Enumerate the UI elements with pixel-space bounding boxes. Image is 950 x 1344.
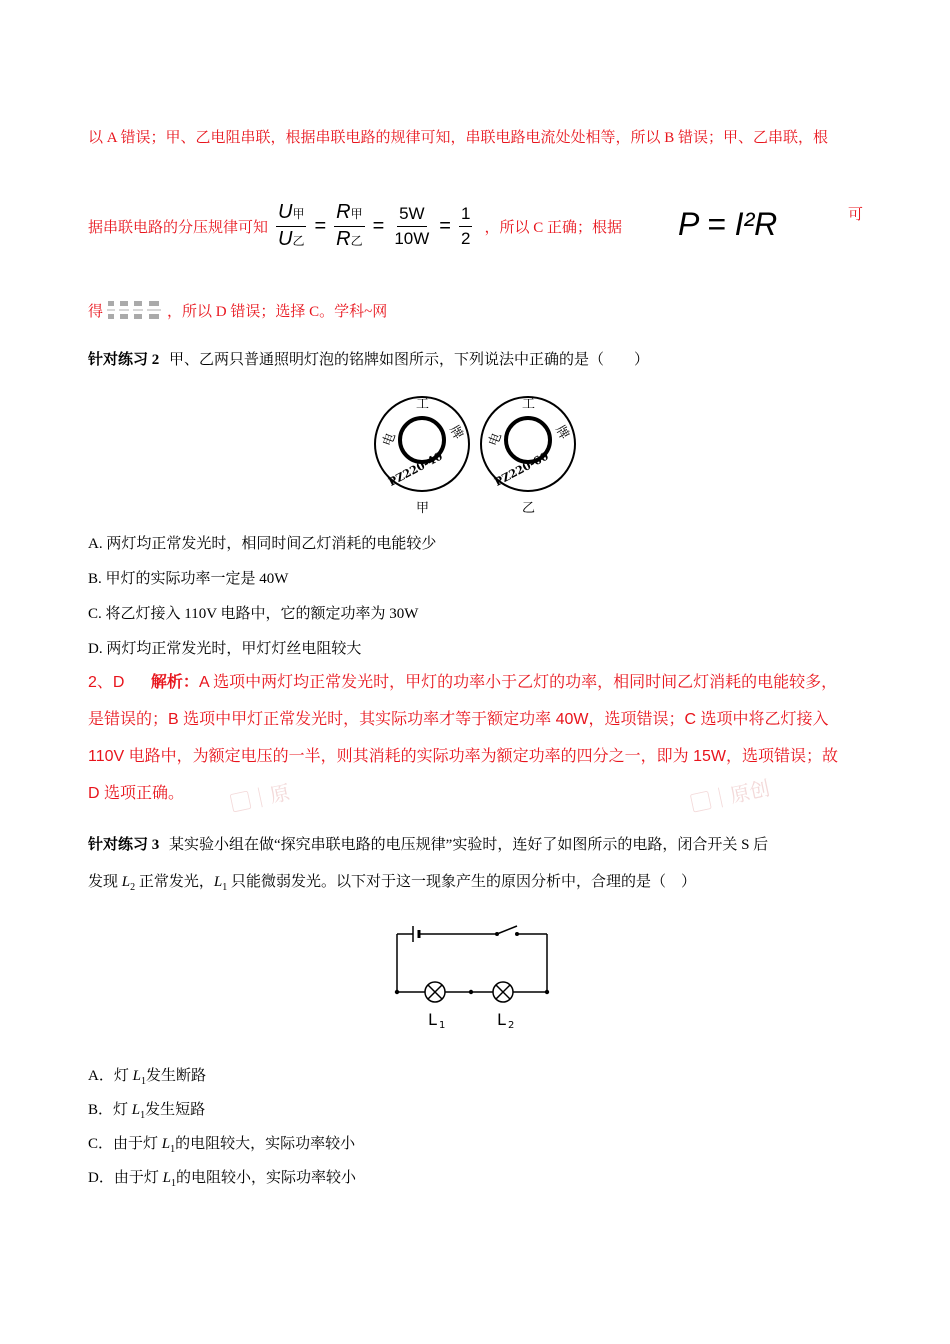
left-model-text: PZ220-40 bbox=[386, 449, 445, 489]
watermark-left: ▢｜原 bbox=[228, 781, 293, 816]
right-right-char: 牌 bbox=[552, 423, 572, 443]
equals-3: = bbox=[439, 214, 451, 237]
practice-3-question-line-2 bbox=[88, 870, 696, 893]
answer-2-line-2: 是错误的；B 选项中甲灯正常发光时，其实际功率才等于额定功率 40W，选项错误；C 选项中将乙灯接入 bbox=[88, 711, 829, 728]
tiny-formula-image bbox=[105, 292, 165, 328]
w-num: 5W bbox=[397, 202, 427, 227]
explanation-line-2-mid: ，所以 C 正确；根据 bbox=[484, 219, 622, 236]
practice-2-option-d: D. 两灯均正常发光时，甲灯灯丝电阻较大 bbox=[88, 641, 362, 657]
answer-2-text-1: A 选项中两灯均正常发光时，甲灯的功率小于乙灯的功率，相同时间乙灯消耗的电能较多， bbox=[198, 674, 838, 691]
explanation-line-3 bbox=[88, 290, 387, 330]
practice-2-heading bbox=[88, 348, 649, 369]
equals-1: = bbox=[314, 214, 327, 237]
r-den-sub: 乙 bbox=[350, 233, 363, 248]
answer-2-prefix: 2、D bbox=[88, 674, 125, 691]
practice-2-option-b: B. 甲灯的实际功率一定是 40W bbox=[88, 571, 289, 587]
right-left-char: 电 bbox=[486, 431, 505, 449]
q2-l1: L bbox=[213, 874, 223, 890]
practice-3-title: 针对练习 3 bbox=[88, 837, 160, 853]
bulb-nameplates-figure bbox=[370, 382, 580, 522]
watermark-right: ▢｜原创 bbox=[689, 777, 772, 817]
explanation-line-2-prefix: 据串联电路的分压规律可知 bbox=[88, 219, 269, 236]
practice-3-option-b: B．灯 $L_1$发生短路 bbox=[88, 1102, 206, 1121]
explanation-line-1: 以 A 错误；甲、乙电阻串联，根据串联电路的规律可知，串联电路电流处处相等，所以 B 错误；甲、乙串联，根 bbox=[88, 130, 829, 146]
power-formula: P = I²R bbox=[678, 206, 778, 242]
lamp-l2-label: L bbox=[497, 1010, 506, 1029]
equals-2: = bbox=[372, 214, 385, 237]
practice-2-title: 针对练习 2 bbox=[88, 352, 160, 368]
q2-l2: L bbox=[121, 874, 131, 890]
practice-3-option-c: C．由于灯 $L_1$的电阻较大，实际功率较小 bbox=[88, 1136, 356, 1155]
practice-3-option-d: D．由于灯 $L_1$的电阻较小，实际功率较小 bbox=[88, 1170, 356, 1189]
right-top-char: 工 bbox=[522, 397, 536, 412]
series-circuit-figure bbox=[385, 922, 555, 1032]
fraction-w bbox=[392, 202, 431, 251]
w-den: 10W bbox=[394, 228, 430, 248]
explanation-line-2 bbox=[88, 196, 622, 256]
practice-2-question: 甲、乙两只普通照明灯泡的铭牌如图所示，下列说法中正确的是（ ） bbox=[169, 352, 650, 368]
u-den: U bbox=[278, 227, 293, 250]
r-num: R bbox=[336, 200, 351, 223]
answer-2-line-1 bbox=[88, 664, 837, 701]
nameplate-right bbox=[481, 397, 575, 516]
explanation-line-3-suffix: ，所以 D 错误；选择 C。学科~网 bbox=[167, 303, 388, 320]
fraction-half bbox=[459, 202, 472, 251]
u-den-sub: 乙 bbox=[292, 233, 305, 248]
practice-2-option-c: C. 将乙灯接入 110V 电路中，它的额定功率为 30W bbox=[88, 606, 419, 622]
left-top-char: 工 bbox=[416, 397, 430, 412]
u-num-sub: 甲 bbox=[292, 206, 305, 221]
fraction-u bbox=[276, 200, 306, 253]
u-num: U bbox=[278, 200, 293, 223]
nameplate-left bbox=[375, 397, 469, 516]
q2-l2-sub: 2 bbox=[130, 882, 136, 893]
r-num-sub: 甲 bbox=[350, 206, 363, 221]
right-model-text: PZ220-60 bbox=[492, 449, 551, 489]
left-label: 甲 bbox=[416, 501, 430, 516]
fraction-r bbox=[334, 200, 364, 253]
left-left-char: 电 bbox=[380, 431, 399, 449]
explanation-line-3-prefix: 得 bbox=[88, 303, 104, 320]
q2-a: 发现 bbox=[88, 874, 122, 890]
q2-g: 只能微弱发光。以下对于这一现象产生的原因分析中，合理的是（ ） bbox=[227, 874, 696, 890]
practice-2-option-a: A. 两灯均正常发光时，相同时间乙灯消耗的电能较少 bbox=[88, 536, 437, 552]
q2-d: 正常发光， bbox=[135, 874, 214, 890]
answer-2-line-4: D 选项正确。 bbox=[88, 785, 185, 802]
lamp-l1-label: L bbox=[428, 1010, 437, 1029]
left-right-char: 牌 bbox=[446, 423, 466, 443]
r-den: R bbox=[336, 227, 351, 250]
half-num: 1 bbox=[459, 202, 472, 227]
lamp-l2-sub: 2 bbox=[508, 1020, 515, 1031]
half-den: 2 bbox=[460, 228, 471, 248]
q2-l1-sub: 1 bbox=[222, 882, 228, 893]
right-label: 乙 bbox=[522, 501, 536, 516]
voltage-ratio-formula bbox=[274, 200, 474, 253]
answer-2-line-3: 110V 电路中，为额定电压的一半，则其消耗的实际功率为额定功率的四分之一，即为 15W，选项错误；故 bbox=[88, 748, 838, 765]
practice-3-option-a: A．灯 $L_1$发生断路 bbox=[88, 1068, 206, 1087]
explanation-line-2-suffix: 可 bbox=[848, 207, 864, 223]
practice-3-heading bbox=[88, 833, 768, 854]
answer-2-label: 解析： bbox=[150, 674, 199, 691]
practice-3-question-line-1: 某实验小组在做“探究串联电路的电压规律”实验时，连好了如图所示的电路，闭合开关 S 后 bbox=[169, 837, 769, 853]
lamp-l1-sub: 1 bbox=[439, 1020, 446, 1031]
